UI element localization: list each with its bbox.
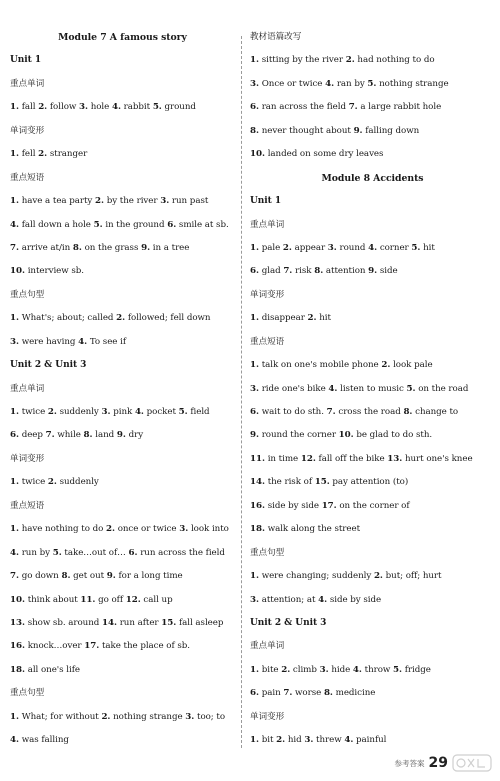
section-heading: 重点单词 bbox=[250, 219, 285, 230]
item-number: 10. bbox=[10, 594, 25, 605]
section-heading: 重点短语 bbox=[10, 500, 45, 511]
item-answer: interview sb. bbox=[27, 266, 85, 277]
item-answer: medicine bbox=[335, 688, 376, 699]
item-answer: run by bbox=[21, 547, 50, 558]
item-number: 5. bbox=[406, 383, 416, 394]
answer-line bbox=[250, 79, 495, 102]
item-answer: attention; at bbox=[261, 594, 316, 605]
item-number: 4. bbox=[78, 336, 88, 347]
item-answer: What; for without bbox=[21, 711, 99, 722]
item-answer: change to bbox=[415, 407, 459, 417]
answer-line bbox=[10, 243, 235, 266]
item-number: 17. bbox=[84, 641, 100, 652]
item-number: 7. bbox=[45, 430, 55, 441]
item-number: 1. bbox=[250, 735, 259, 746]
item-number: 14. bbox=[250, 477, 265, 488]
item-number: 9. bbox=[106, 571, 116, 582]
item-number: 3. bbox=[78, 102, 88, 113]
section-heading: 教材语篇改写 bbox=[250, 32, 302, 42]
item-answer: fall bbox=[21, 102, 36, 113]
item-number: 6. bbox=[250, 407, 259, 417]
item-answer: cross the road bbox=[338, 407, 401, 417]
item-answer: fridge bbox=[404, 664, 431, 675]
item-number: 2. bbox=[373, 571, 383, 582]
item-answer: in the ground bbox=[105, 219, 165, 230]
item-number: 15. bbox=[161, 617, 177, 628]
item-number: 4. bbox=[10, 735, 19, 746]
left-column bbox=[10, 32, 235, 759]
item-answer: bite bbox=[261, 664, 279, 675]
item-number: 3. bbox=[179, 524, 189, 535]
answer-line bbox=[250, 524, 495, 547]
item-number: 2. bbox=[47, 407, 57, 417]
item-number: 1. bbox=[250, 360, 259, 371]
item-answer: hid bbox=[287, 735, 302, 746]
section-heading: 重点句型 bbox=[10, 688, 45, 699]
item-answer: hit bbox=[423, 242, 435, 253]
answer-line bbox=[250, 243, 495, 266]
item-answer: pocket bbox=[146, 407, 176, 417]
item-answer: run across the field bbox=[140, 547, 225, 558]
section-heading: 重点单词 bbox=[250, 641, 285, 652]
item-answer: look pale bbox=[393, 360, 433, 371]
item-number: 9. bbox=[116, 430, 126, 441]
item-number: 5. bbox=[178, 407, 188, 417]
item-number: 4. bbox=[344, 735, 354, 746]
item-answer: Once or twice bbox=[261, 78, 323, 89]
answer-line bbox=[250, 102, 495, 125]
item-answer: hurt one's knee bbox=[404, 453, 473, 464]
item-answer: rabbit bbox=[123, 102, 151, 113]
item-number: 6. bbox=[10, 430, 19, 441]
item-answer: pain bbox=[261, 688, 281, 699]
item-answer: on the corner of bbox=[339, 500, 410, 511]
item-number: 2. bbox=[101, 711, 111, 722]
answer-line bbox=[10, 665, 235, 688]
item-answer: knock…over bbox=[27, 641, 82, 652]
item-answer: round bbox=[339, 242, 366, 253]
answer-line bbox=[10, 524, 235, 547]
item-answer: risk bbox=[295, 266, 312, 277]
item-number: 10. bbox=[250, 149, 265, 160]
item-number: 6. bbox=[250, 266, 259, 277]
item-number: 1. bbox=[10, 196, 19, 207]
item-number: 4. bbox=[368, 242, 378, 253]
item-number: 3. bbox=[327, 242, 337, 253]
page-number: 29 bbox=[428, 755, 448, 771]
item-number: 4. bbox=[10, 547, 19, 558]
item-number: 1. bbox=[250, 664, 259, 675]
item-number: 18. bbox=[10, 664, 25, 675]
item-number: 8. bbox=[314, 266, 324, 277]
item-answer: To see if bbox=[89, 336, 126, 347]
item-answer: worse bbox=[295, 688, 322, 699]
item-answer: on the road bbox=[418, 383, 469, 394]
item-number: 7. bbox=[283, 688, 293, 699]
item-number: 5. bbox=[152, 102, 162, 113]
item-number: 7. bbox=[10, 242, 19, 253]
item-number: 7. bbox=[348, 102, 358, 113]
item-number: 1. bbox=[10, 313, 19, 324]
column-divider bbox=[241, 36, 242, 748]
item-number: 1. bbox=[10, 524, 19, 535]
item-number: 2. bbox=[281, 664, 291, 675]
answer-line bbox=[250, 149, 495, 172]
item-number: 1. bbox=[250, 55, 259, 66]
item-answer: run past bbox=[171, 196, 209, 207]
item-answer: show sb. around bbox=[27, 617, 100, 628]
item-answer: have a tea party bbox=[21, 196, 93, 207]
item-answer: ground bbox=[164, 102, 196, 113]
item-number: 4. bbox=[325, 78, 335, 89]
item-answer: while bbox=[57, 430, 81, 441]
item-number: 5. bbox=[367, 78, 377, 89]
item-number: 4. bbox=[111, 102, 121, 113]
answer-line bbox=[10, 102, 235, 125]
item-answer: were having bbox=[21, 336, 76, 347]
item-number: 7. bbox=[10, 571, 19, 582]
item-answer: too; to bbox=[197, 711, 226, 722]
item-answer: a large rabbit hole bbox=[360, 102, 442, 113]
item-number: 3. bbox=[101, 407, 111, 417]
item-number: 12. bbox=[125, 594, 141, 605]
item-answer: followed; fell down bbox=[127, 313, 211, 324]
item-answer: ride one's bike bbox=[261, 383, 326, 394]
item-answer: suddenly bbox=[59, 477, 99, 488]
answer-line bbox=[10, 735, 235, 758]
item-number: 8. bbox=[403, 407, 413, 417]
item-number: 1. bbox=[10, 149, 19, 160]
answer-line bbox=[10, 266, 235, 289]
item-number: 3. bbox=[250, 78, 259, 89]
answer-line bbox=[250, 477, 495, 500]
item-answer: side by side bbox=[267, 500, 319, 511]
item-number: 2. bbox=[381, 360, 391, 371]
item-answer: get out bbox=[73, 571, 105, 582]
item-number: 2. bbox=[345, 55, 355, 66]
answer-line bbox=[10, 149, 235, 172]
item-answer: attention bbox=[325, 266, 366, 277]
item-answer: in a tree bbox=[152, 242, 190, 253]
item-answer: be glad to do sth. bbox=[356, 430, 433, 441]
item-number: 6. bbox=[128, 547, 138, 558]
answer-line bbox=[250, 665, 495, 688]
item-answer: What's; about; called bbox=[21, 313, 114, 324]
item-number: 14. bbox=[102, 617, 117, 628]
item-answer: all one's life bbox=[27, 664, 80, 675]
answer-line bbox=[250, 407, 495, 430]
item-number: 3. bbox=[160, 196, 170, 207]
item-answer: climb bbox=[292, 664, 317, 675]
answer-line bbox=[250, 266, 495, 289]
item-number: 13. bbox=[387, 453, 403, 464]
answer-line bbox=[10, 548, 235, 571]
item-number: 7. bbox=[283, 266, 293, 277]
section-heading: 重点短语 bbox=[10, 172, 45, 183]
item-number: 6. bbox=[167, 219, 177, 230]
item-answer: pale bbox=[261, 242, 281, 253]
item-answer: go down bbox=[21, 571, 59, 582]
item-answer: hole bbox=[90, 102, 110, 113]
item-answer: was falling bbox=[21, 735, 69, 746]
item-answer: had nothing to do bbox=[357, 55, 435, 66]
item-answer: round the corner bbox=[261, 430, 336, 441]
item-number: 3. bbox=[10, 336, 19, 347]
watermark-logo-icon bbox=[452, 753, 492, 773]
item-answer: ran by bbox=[336, 78, 365, 89]
answer-line bbox=[10, 196, 235, 219]
item-answer: painful bbox=[356, 735, 387, 746]
item-number: 3. bbox=[250, 383, 259, 394]
answer-line bbox=[10, 618, 235, 641]
answer-line bbox=[10, 220, 235, 243]
answer-line bbox=[10, 571, 235, 594]
item-answer: throw bbox=[364, 664, 391, 675]
section-heading: 单词变形 bbox=[10, 125, 45, 136]
item-answer: pink bbox=[113, 407, 133, 417]
item-number: 11. bbox=[80, 594, 96, 605]
item-answer: hit bbox=[319, 313, 331, 324]
item-answer: wait to do sth. bbox=[261, 407, 324, 417]
item-answer: listen to music bbox=[340, 383, 404, 394]
item-answer: nothing strange bbox=[113, 711, 183, 722]
footer-label: 参考答案 bbox=[394, 758, 425, 768]
item-answer: call up bbox=[143, 594, 173, 605]
item-number: 1. bbox=[10, 477, 19, 488]
item-number: 9. bbox=[353, 125, 363, 136]
item-answer: disappear bbox=[261, 313, 305, 324]
item-number: 9. bbox=[368, 266, 378, 277]
item-answer: fall off the bike bbox=[318, 453, 385, 464]
item-answer: hide bbox=[331, 664, 351, 675]
item-answer: glad bbox=[261, 266, 281, 277]
item-number: 15. bbox=[314, 477, 330, 488]
item-answer: run after bbox=[119, 617, 159, 628]
item-number: 10. bbox=[10, 266, 25, 277]
section-heading: 重点单词 bbox=[10, 383, 45, 394]
item-answer: in time bbox=[267, 453, 299, 464]
item-number: 4. bbox=[10, 219, 19, 230]
item-answer: by the river bbox=[106, 196, 158, 207]
item-answer: falling down bbox=[365, 125, 420, 136]
item-number: 4. bbox=[352, 664, 362, 675]
unit-heading: Unit 2 & Unit 3 bbox=[10, 360, 87, 371]
item-answer: take the place of sb. bbox=[101, 641, 190, 652]
item-number: 1. bbox=[10, 102, 19, 113]
right-column bbox=[250, 32, 495, 759]
item-number: 18. bbox=[250, 524, 265, 535]
item-number: 10. bbox=[338, 430, 354, 441]
item-number: 6. bbox=[250, 102, 259, 113]
module-title: Module 7 A famous story bbox=[58, 32, 187, 43]
answer-line bbox=[250, 595, 495, 618]
answer-line bbox=[250, 430, 495, 453]
section-heading: 重点短语 bbox=[250, 336, 285, 347]
item-answer: have nothing to do bbox=[21, 524, 104, 535]
item-answer: sitting by the river bbox=[261, 55, 343, 66]
answer-line bbox=[250, 688, 495, 711]
unit-heading: Unit 1 bbox=[250, 196, 282, 207]
item-number: 6. bbox=[250, 688, 259, 699]
item-number: 16. bbox=[250, 500, 265, 511]
item-number: 2. bbox=[47, 477, 57, 488]
item-answer: side by side bbox=[329, 594, 382, 605]
answer-line bbox=[10, 595, 235, 618]
section-heading: 单词变形 bbox=[250, 711, 285, 722]
item-answer: but; off; hurt bbox=[385, 571, 442, 582]
item-number: 4. bbox=[134, 407, 144, 417]
item-number: 8. bbox=[61, 571, 71, 582]
item-number: 5. bbox=[93, 219, 103, 230]
item-answer: look into bbox=[190, 524, 229, 535]
item-answer: were changing; suddenly bbox=[261, 571, 372, 582]
item-number: 1. bbox=[250, 313, 259, 324]
item-answer: think about bbox=[27, 594, 78, 605]
item-number: 2. bbox=[95, 196, 104, 207]
item-number: 2. bbox=[276, 735, 286, 746]
item-answer: pay attention (to) bbox=[332, 477, 409, 488]
item-number: 4. bbox=[328, 383, 338, 394]
answer-line bbox=[250, 384, 495, 407]
item-number: 2. bbox=[38, 149, 48, 160]
item-answer: arrive at/in bbox=[21, 242, 71, 253]
item-answer: dry bbox=[128, 430, 144, 441]
item-answer: nothing strange bbox=[379, 78, 449, 89]
item-number: 17. bbox=[321, 500, 337, 511]
answer-line bbox=[250, 501, 495, 524]
item-number: 8. bbox=[323, 688, 333, 699]
item-answer: ran across the field bbox=[261, 102, 346, 113]
page-footer bbox=[395, 752, 492, 774]
item-number: 8. bbox=[250, 125, 259, 136]
item-number: 3. bbox=[185, 711, 195, 722]
item-number: 5. bbox=[52, 547, 62, 558]
item-answer: corner bbox=[379, 242, 409, 253]
item-answer: fall asleep bbox=[178, 617, 224, 628]
answer-line bbox=[10, 641, 235, 664]
item-answer: bit bbox=[261, 735, 274, 746]
item-number: 8. bbox=[83, 430, 93, 441]
item-number: 9. bbox=[250, 430, 259, 441]
section-heading: 重点句型 bbox=[10, 289, 45, 300]
item-number: 4. bbox=[318, 594, 328, 605]
item-answer: land bbox=[95, 430, 115, 441]
item-answer: once or twice bbox=[117, 524, 177, 535]
item-number: 2. bbox=[38, 102, 48, 113]
item-answer: field bbox=[190, 407, 210, 417]
answer-line bbox=[250, 126, 495, 149]
section-heading: 单词变形 bbox=[250, 289, 285, 300]
item-number: 13. bbox=[10, 617, 25, 628]
item-answer: appear bbox=[294, 242, 326, 253]
item-answer: twice bbox=[21, 407, 46, 417]
item-number: 12. bbox=[300, 453, 316, 464]
answer-line bbox=[250, 454, 495, 477]
item-answer: stranger bbox=[49, 149, 88, 160]
item-answer: take…out of… bbox=[64, 547, 126, 558]
item-answer: deep bbox=[21, 430, 43, 441]
item-answer: twice bbox=[21, 477, 46, 488]
item-number: 1. bbox=[250, 242, 259, 253]
answer-line bbox=[10, 313, 235, 336]
item-answer: on the grass bbox=[84, 242, 139, 253]
item-number: 2. bbox=[282, 242, 292, 253]
answer-line bbox=[250, 313, 495, 336]
item-number: 1. bbox=[250, 571, 259, 582]
item-answer: fell bbox=[21, 149, 36, 160]
item-answer: talk on one's mobile phone bbox=[261, 360, 379, 371]
item-number: 9. bbox=[141, 242, 151, 253]
item-answer: go off bbox=[98, 594, 124, 605]
item-number: 11. bbox=[250, 453, 265, 464]
answer-line bbox=[10, 712, 235, 735]
item-answer: fall down a hole bbox=[21, 219, 91, 230]
item-answer: follow bbox=[49, 102, 77, 113]
item-number: 1. bbox=[10, 407, 19, 417]
item-number: 3. bbox=[319, 664, 329, 675]
item-number: 8. bbox=[72, 242, 82, 253]
section-heading: 重点单词 bbox=[10, 78, 45, 89]
item-number: 3. bbox=[250, 594, 259, 605]
unit-heading: Unit 1 bbox=[10, 55, 42, 66]
item-answer: walk along the street bbox=[267, 524, 361, 535]
item-number: 5. bbox=[411, 242, 421, 253]
answer-line bbox=[250, 360, 495, 383]
answer-line bbox=[10, 407, 235, 430]
answer-line bbox=[10, 430, 235, 453]
answer-line bbox=[10, 477, 235, 500]
answer-line bbox=[10, 337, 235, 360]
section-heading: 单词变形 bbox=[10, 453, 45, 464]
item-number: 5. bbox=[393, 664, 402, 675]
item-number: 1. bbox=[10, 711, 19, 722]
item-answer: the risk of bbox=[267, 477, 312, 488]
item-number: 2. bbox=[307, 313, 317, 324]
item-number: 16. bbox=[10, 641, 25, 652]
item-answer: side bbox=[379, 266, 398, 277]
module-title: Module 8 Accidents bbox=[321, 172, 424, 184]
item-number: 7. bbox=[326, 407, 336, 417]
item-answer: never thought about bbox=[261, 125, 351, 136]
answer-line bbox=[250, 55, 495, 78]
item-number: 2. bbox=[106, 524, 115, 535]
item-answer: threw bbox=[316, 735, 342, 746]
item-number: 3. bbox=[304, 735, 314, 746]
item-answer: suddenly bbox=[59, 407, 99, 417]
item-number: 2. bbox=[116, 313, 126, 324]
answer-line bbox=[250, 571, 495, 594]
item-answer: smile at sb. bbox=[178, 219, 229, 230]
item-answer: landed on some dry leaves bbox=[267, 149, 384, 160]
item-answer: for a long time bbox=[118, 571, 183, 582]
section-heading: 重点句型 bbox=[250, 547, 285, 558]
unit-heading: Unit 2 & Unit 3 bbox=[250, 617, 327, 628]
